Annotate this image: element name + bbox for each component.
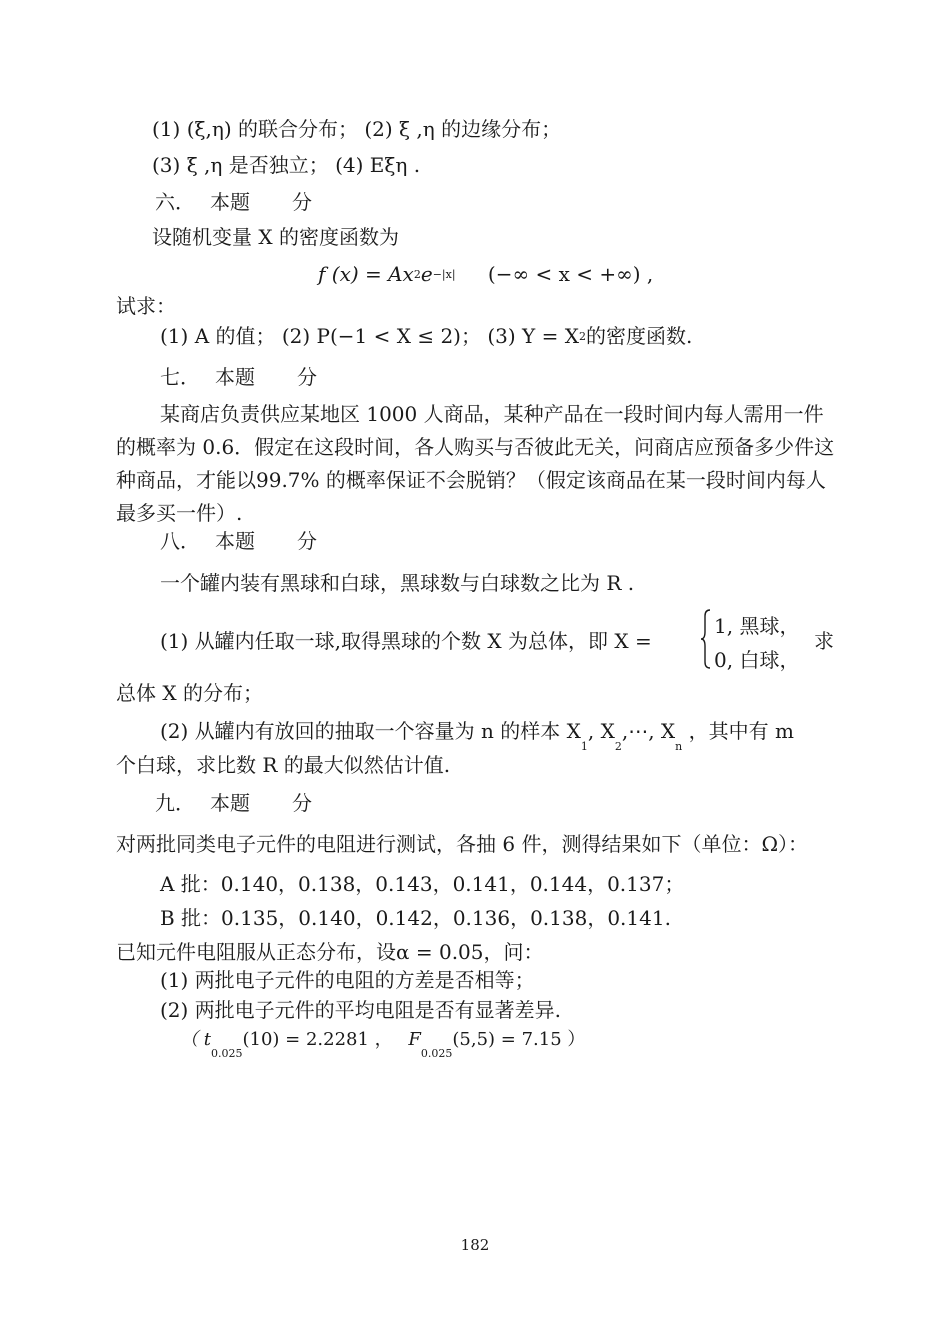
q9-batch-b: B 批：0.135，0.140，0.142，0.136，0.138，0.141. <box>160 906 671 930</box>
formula-e: e <box>420 262 433 286</box>
section-8-heading <box>160 528 317 554</box>
q5-line1: (1) (ξ,η) 的联合分布； (2) ξ ,η 的边缘分布； <box>152 117 562 141</box>
q8-part2-end: ，其中有 m <box>682 719 794 743</box>
q6-ask: 试求： <box>116 294 176 318</box>
q6-parts <box>160 323 692 353</box>
q9-ask-2: (2) 两批电子元件的平均电阻是否有显著差异. <box>160 998 562 1022</box>
q8-part2-start: (2) 从罐内有放回的抽取一个容量为 n 的样本 X <box>160 719 581 743</box>
q8-part2 <box>160 718 794 753</box>
q6-parts-tail: 的密度函数. <box>585 324 693 348</box>
piecewise-case-2: 0, 白球， <box>714 648 800 672</box>
piecewise-case-1: 1, 黑球， <box>714 614 800 638</box>
q9-batch-a: A 批：0.140，0.138，0.143，0.141，0.144，0.137； <box>160 872 685 896</box>
q8-piecewise <box>700 608 810 670</box>
left-brace-icon <box>700 608 712 670</box>
note-f: F <box>408 1029 421 1050</box>
q9-intro: 对两批同类电子元件的电阻进行测试，各抽 6 件，测得结果如下（单位：Ω）： <box>116 832 809 856</box>
q8-part2-mid1: , X <box>587 719 615 743</box>
section-score: 分 <box>292 791 312 815</box>
section-number: 六． <box>155 190 195 214</box>
q8-part1-cont: 总体 X 的分布； <box>116 681 263 705</box>
q6-parts-exponent: 2 <box>578 330 586 343</box>
q6-density-formula <box>318 261 653 291</box>
formula-lhs: f (x) = Ax <box>318 262 414 286</box>
note-f-subscript: 0.025 <box>420 1047 453 1060</box>
q6-parts-text: (1) A 的值； (2) P(−1 < X ≤ 2)； (3) Y = X <box>160 324 579 348</box>
section-number: 七． <box>160 365 200 389</box>
q8-part1: (1) 从罐内任取一球,取得黑球的个数 X 为总体，即 X = <box>160 629 652 653</box>
section-6-heading <box>155 189 312 215</box>
q8-part2-cont: 个白球，求比数 R 的最大似然估计值. <box>116 753 451 777</box>
q7-text: 某商店负责供应某地区 1000 人商品，某种产品在一段时间内每人需用一件的概率为 0.6．假定在这段时间，各人购买与否彼此无关，问商店应预备多少件这种商品，才能以99.7% 的概率保证不会脱销？（假定该商品在某一段时间内每人最多买一件）. <box>116 402 835 525</box>
section-7-heading <box>160 364 317 390</box>
q9-critical-values <box>180 1025 586 1060</box>
section-title: 本题 <box>210 791 250 815</box>
note-t: （ t <box>180 1029 211 1050</box>
section-score: 分 <box>292 190 312 214</box>
q8-part2-mid2: ,⋯, X <box>621 719 676 743</box>
q9-ask-1: (1) 两批电子元件的电阻的方差是否相等； <box>160 968 535 992</box>
q6-intro: 设随机变量 X 的密度函数为 <box>152 225 399 249</box>
section-number: 八． <box>160 529 200 553</box>
page-number: 182 <box>460 1236 490 1254</box>
subscript-1: 1 <box>580 740 588 753</box>
formula-exponent-abs: −|x| <box>432 268 456 281</box>
subscript-n: n <box>675 740 683 753</box>
section-score: 分 <box>297 365 317 389</box>
q9-given: 已知元件电阻服从正态分布，设α = 0.05，问： <box>116 940 544 964</box>
q8-part1-end: 求 <box>814 629 834 653</box>
formula-range: (−∞ < x < +∞) , <box>487 262 654 286</box>
section-number: 九． <box>155 791 195 815</box>
section-title: 本题 <box>215 365 255 389</box>
q8-intro: 一个罐内装有黑球和白球，黑球数与白球数之比为 R . <box>160 571 635 595</box>
note-t-value: (10) = 2.2281 ， <box>242 1029 393 1050</box>
note-t-subscript: 0.025 <box>210 1047 243 1060</box>
section-title: 本题 <box>210 190 250 214</box>
formula-exponent: 2 <box>413 268 421 281</box>
subscript-2: 2 <box>614 740 622 753</box>
section-score: 分 <box>297 529 317 553</box>
section-title: 本题 <box>215 529 255 553</box>
q5-line2: (3) ξ ,η 是否独立； (4) Eξη . <box>152 153 421 177</box>
note-f-value: (5,5) = 7.15 ） <box>452 1029 586 1050</box>
section-9-heading <box>155 790 312 816</box>
